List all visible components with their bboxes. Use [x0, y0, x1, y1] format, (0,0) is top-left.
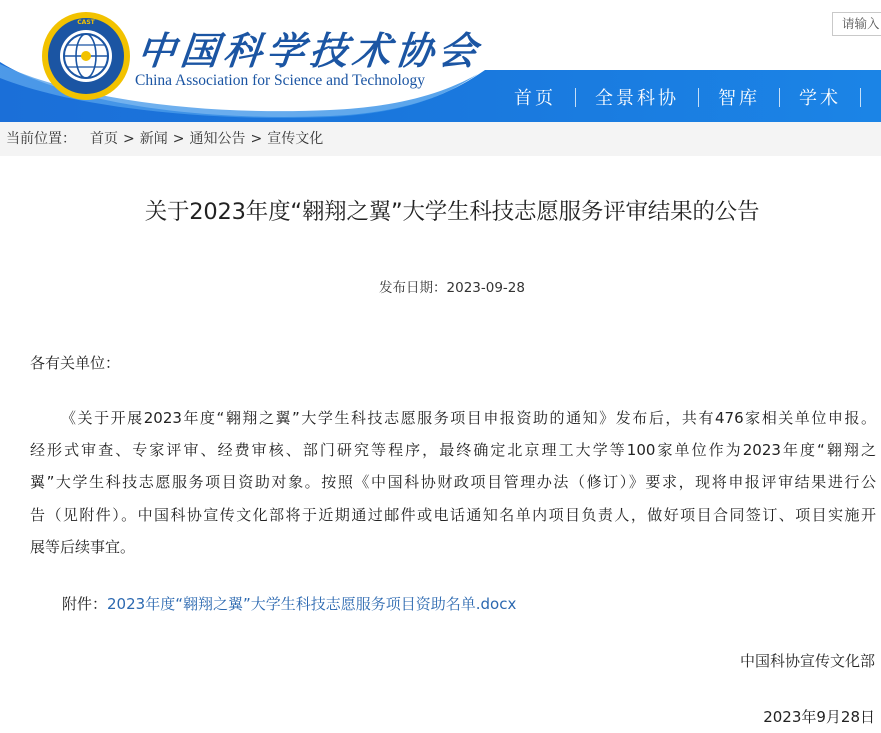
svg-text:CAST: CAST: [77, 19, 95, 26]
breadcrumb-news[interactable]: 新闻: [139, 131, 168, 147]
greeting-text: 各有关单位：: [30, 354, 121, 372]
publish-date-value: 2023-09-28: [446, 280, 525, 296]
nav-divider: [860, 88, 861, 107]
publish-date-label: 发布日期：: [379, 280, 447, 296]
breadcrumb-label: 当前位置：: [6, 131, 76, 147]
page-title: 关于2023年度“翱翔之翼”大学生科技志愿服务评审结果的公告: [144, 199, 760, 225]
breadcrumb-separator: >: [123, 131, 135, 147]
attachment-link[interactable]: 2023年度“翱翔之翼”大学生科技志愿服务项目资助名单.docx: [107, 595, 517, 613]
nav-item-academic[interactable]: 学术: [799, 88, 841, 109]
breadcrumb-separator: >: [172, 131, 185, 147]
logo-english-title[interactable]: China Association for Science and Technology: [135, 72, 426, 89]
nav-item-think-tank[interactable]: 智库: [718, 88, 760, 109]
breadcrumb-home[interactable]: 首页: [90, 131, 118, 147]
main-nav: [495, 80, 861, 114]
breadcrumb-notices[interactable]: 通知公告: [189, 131, 246, 147]
breadcrumb: [0, 122, 881, 156]
signature-org: 中国科协宣传文化部: [739, 652, 875, 670]
body-paragraph-line: 《关于开展2023年度“翱翔之翼”大学生科技志愿服务项目申报资助的通知》发布后，共有476家相关单位申报。: [61, 409, 876, 427]
breadcrumb-publicity[interactable]: 宣传文化: [267, 131, 324, 147]
signature-date: 2023年9月28日: [763, 708, 875, 726]
body-paragraph-line: 经形式审查、专家评审、经费审核、部门研究等程序，最终确定北京理工大学等100家单位作为2023年度“翱翔之: [30, 441, 876, 459]
attachment-row: [62, 593, 516, 614]
body-paragraph-line: 展等后续事宜。: [30, 538, 136, 556]
body-paragraph-line: 翼”大学生科技志愿服务项目资助对象。按照《中国科协财政项目管理办法（修订）》要求，现将申报评审结果进行公: [30, 473, 876, 491]
nav-item-overview[interactable]: 全景科协: [595, 88, 679, 109]
cast-emblem-icon[interactable]: [40, 10, 132, 102]
breadcrumb-separator: >: [250, 131, 263, 147]
logo-chinese-title[interactable]: 中国科学技术协会: [135, 28, 485, 73]
body-paragraph-line: 告（见附件）。中国科协宣传文化部将于近期通过邮件或电话通知名单内项目负责人，做好项目合同签订、项目实施开: [30, 506, 876, 524]
nav-item-home[interactable]: 首页: [514, 88, 556, 109]
site-header: [0, 0, 881, 122]
publish-date: [0, 276, 881, 296]
search-input[interactable]: 请输入: [832, 12, 881, 36]
attachment-label: 附件：: [62, 595, 108, 613]
